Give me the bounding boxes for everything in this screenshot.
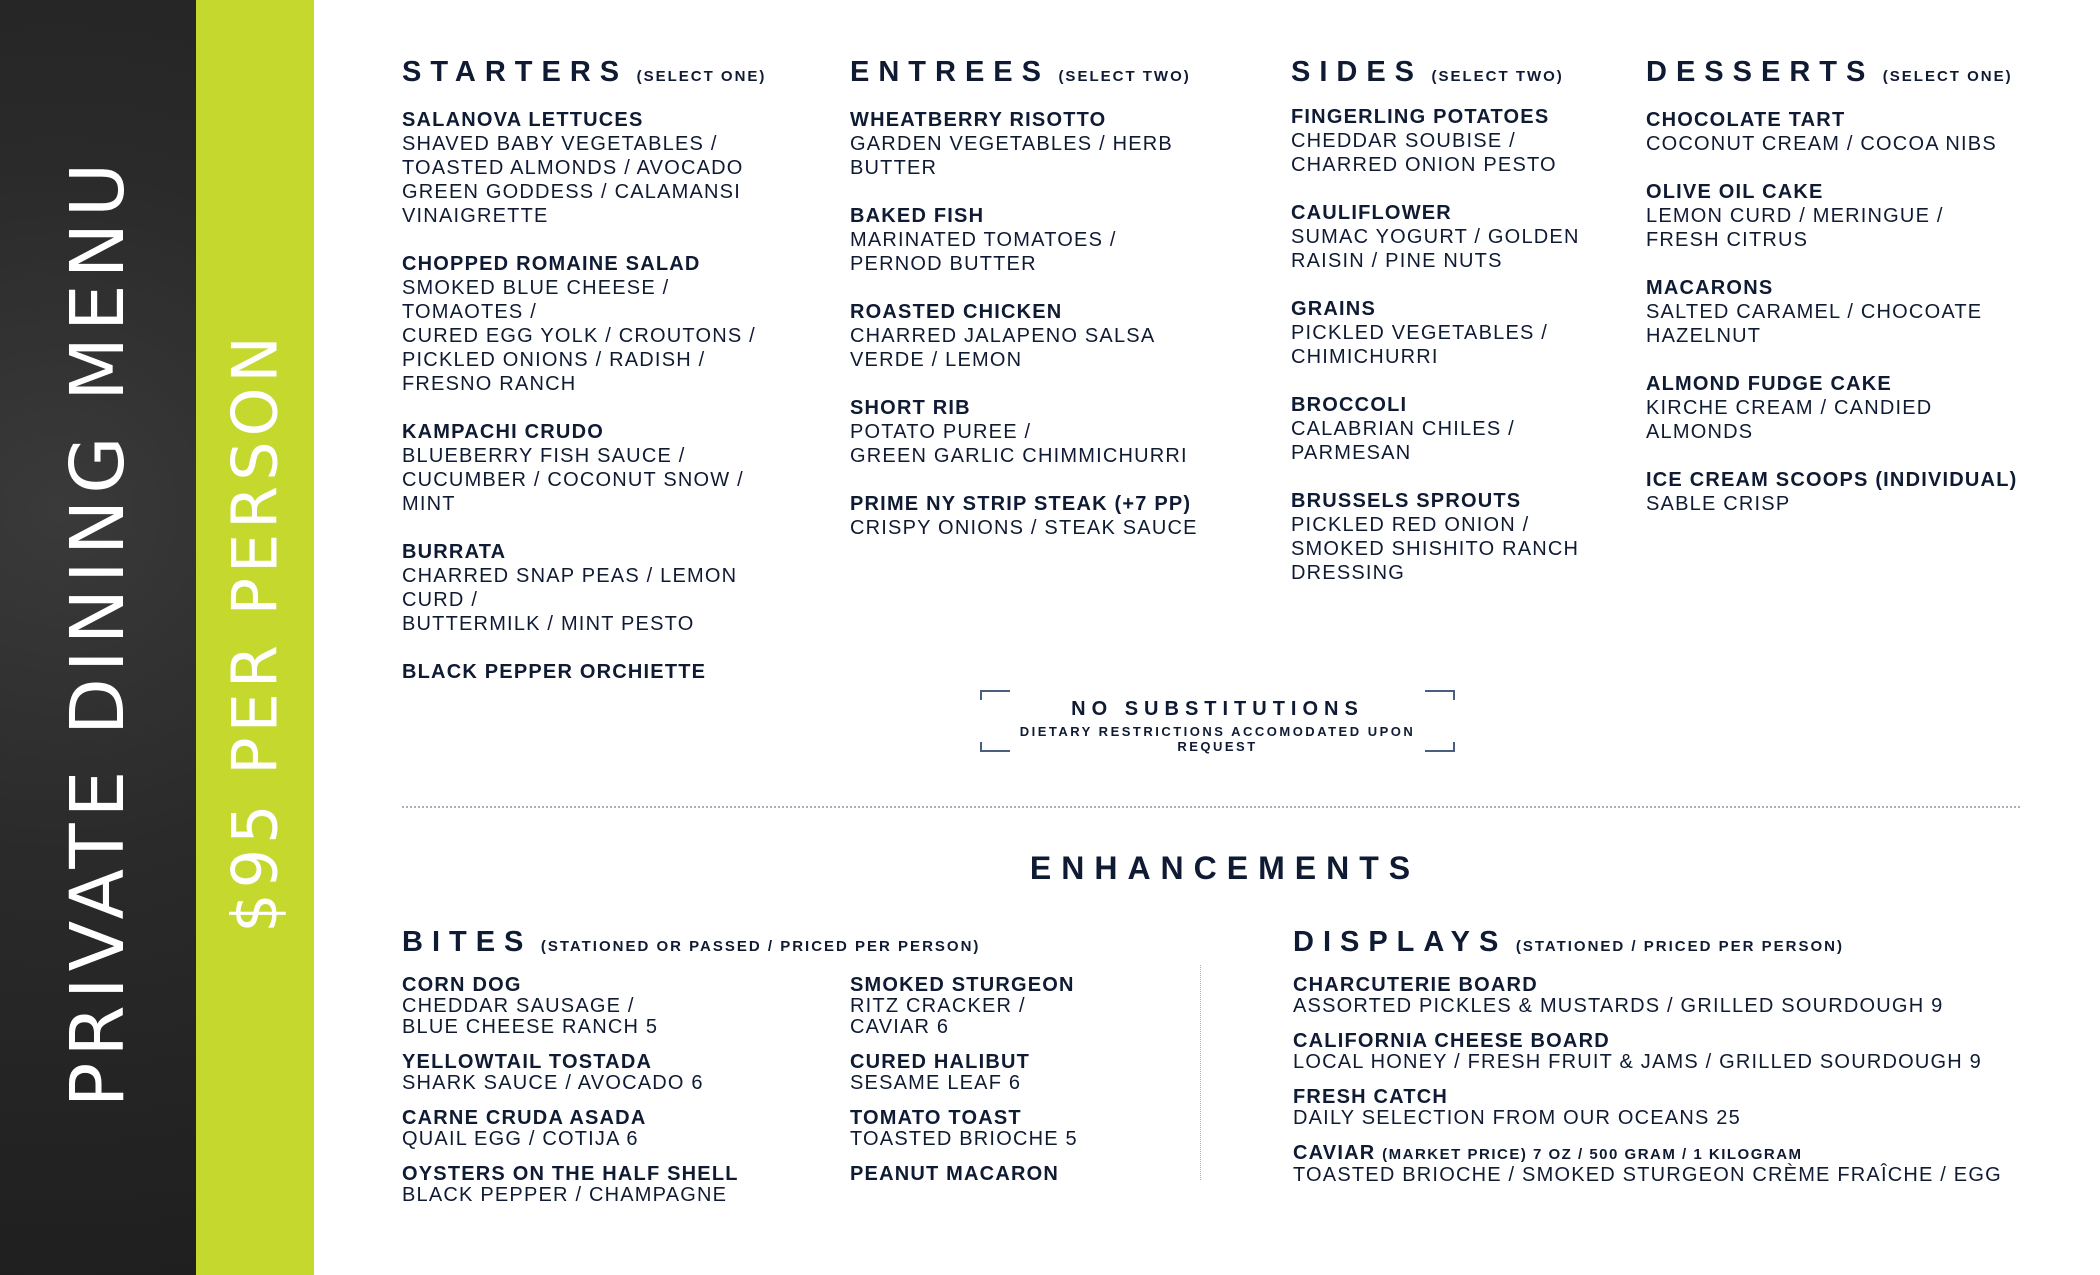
starters-list — [402, 108, 802, 708]
menu-item-name: CHOCOLATE TART — [1646, 109, 1846, 131]
menu-title: PRIVATE DINING MENU — [55, 156, 141, 1108]
notice-main: NO SUBSTITUTIONS — [1071, 698, 1364, 720]
sides-title: SIDES — [1291, 56, 1424, 88]
menu-item — [850, 1052, 1180, 1094]
menu-item — [1291, 489, 1631, 585]
menu-item — [402, 1164, 822, 1206]
menu-item-name: GRAINS — [1291, 298, 1376, 320]
menu-item — [1293, 975, 2033, 1017]
menu-item — [1291, 393, 1631, 465]
bracket-corner — [980, 742, 1010, 752]
bites-list-left — [402, 975, 822, 1220]
enhancements-title: ENHANCEMENTS — [1029, 850, 1421, 886]
bites-note: (STATIONED OR PASSED / PRICED PER PERSON) — [540, 938, 981, 955]
displays-list — [1293, 975, 2033, 1200]
menu-item — [402, 975, 822, 1038]
menu-item-desc: COCONUT CREAM / COCOA NIBS — [1646, 133, 1997, 155]
menu-item — [1293, 1143, 2033, 1186]
menu-item — [402, 108, 802, 228]
menu-item-desc: KIRCHE CREAM / CANDIED ALMONDS — [1646, 397, 1933, 443]
menu-item — [402, 660, 802, 684]
menu-item — [1293, 1031, 2033, 1073]
menu-item-desc: CHEDDAR SOUBISE / CHARRED ONION PESTO — [1291, 130, 1557, 176]
menu-item-name: OLIVE OIL CAKE — [1646, 181, 1824, 203]
no-substitutions-notice — [980, 690, 1455, 752]
enhancements-divider — [1200, 965, 1201, 1180]
menu-item — [1646, 108, 2066, 156]
menu-item-desc: POTATO PUREE / GREEN GARLIC CHIMMICHURRI — [850, 421, 1188, 467]
displays-heading — [1293, 926, 1844, 959]
menu-item-name: YELLOWTAIL TOSTADA — [402, 1051, 653, 1073]
menu-item-name: BLACK PEPPER ORCHIETTE — [402, 661, 707, 683]
sides-list — [1291, 105, 1631, 609]
menu-item-desc: CHARRED SNAP PEAS / LEMON CURD / BUTTERMILK / MINT PESTO — [402, 565, 738, 635]
menu-item-name: CAVIAR — [1293, 1142, 1376, 1164]
section-divider — [402, 806, 2020, 808]
menu-item-name: PEANUT MACARON — [850, 1163, 1060, 1185]
bites-title: BITES — [402, 926, 533, 958]
menu-item-name: BRUSSELS SPROUTS — [1291, 490, 1522, 512]
menu-item — [850, 1164, 1180, 1185]
menu-item-desc: SALTED CARAMEL / CHOCOATE HAZELNUT — [1646, 301, 1983, 347]
menu-item-desc: CALABRIAN CHILES / PARMESAN — [1291, 418, 1515, 464]
menu-item-name: SMOKED STURGEON — [850, 974, 1075, 996]
menu-item-name: SHORT RIB — [850, 397, 971, 419]
menu-item — [850, 204, 1270, 276]
menu-item-name: FINGERLING POTATOES — [1291, 106, 1550, 128]
menu-item — [1291, 201, 1631, 273]
menu-item-desc: GARDEN VEGETABLES / HERB BUTTER — [850, 133, 1173, 179]
menu-item-desc: PICKLED VEGETABLES / CHIMICHURRI — [1291, 322, 1549, 368]
menu-item-name: KAMPACHI CRUDO — [402, 421, 604, 443]
entrees-list — [850, 108, 1270, 564]
menu-item-name: ICE CREAM SCOOPS (INDIVIDUAL) — [1646, 469, 2018, 491]
menu-item-name: BURRATA — [402, 541, 507, 563]
menu-item-desc: LOCAL HONEY / FRESH FRUIT & JAMS / GRILLED SOURDOUGH 9 — [1293, 1051, 1982, 1073]
menu-item-desc: MARINATED TOMATOES / PERNOD BUTTER — [850, 229, 1117, 275]
menu-item-desc: QUAIL EGG / COTIJA 6 — [402, 1128, 639, 1150]
menu-item — [1291, 105, 1631, 177]
entrees-heading — [850, 56, 1191, 89]
menu-item-price-note: (MARKET PRICE) 7 OZ / 500 GRAM / 1 KILOGRAM — [1382, 1146, 1803, 1163]
menu-item — [402, 1052, 822, 1094]
menu-item — [402, 540, 802, 636]
menu-item-desc: CHEDDAR SAUSAGE / BLUE CHEESE RANCH 5 — [402, 995, 659, 1038]
menu-item — [850, 492, 1270, 540]
notice-sub: DIETARY RESTRICTIONS ACCOMODATED UPON REQUEST — [1019, 724, 1416, 754]
desserts-title: DESSERTS — [1646, 56, 1875, 88]
menu-item — [402, 420, 802, 516]
menu-item-desc: SHAVED BABY VEGETABLES / TOASTED ALMONDS / AVOCADO GREEN GODDESS / CALAMANSI VINAIGRETTE — [402, 133, 744, 227]
displays-title: DISPLAYS — [1293, 926, 1508, 958]
menu-item — [1646, 372, 2066, 444]
bracket-corner — [980, 690, 1010, 700]
menu-item-name: CARNE CRUDA ASADA — [402, 1107, 647, 1129]
menu-item-desc: RITZ CRACKER / CAVIAR 6 — [850, 995, 1026, 1038]
bites-list-right — [850, 975, 1180, 1199]
menu-item-name: CALIFORNIA CHEESE BOARD — [1293, 1030, 1610, 1052]
menu-item-desc: SESAME LEAF 6 — [850, 1072, 1022, 1094]
menu-item-name: WHEATBERRY RISOTTO — [850, 109, 1107, 131]
menu-item-name: ALMOND FUDGE CAKE — [1646, 373, 1892, 395]
menu-item-name: OYSTERS ON THE HALF SHELL — [402, 1163, 739, 1185]
menu-item-desc: CHARRED JALAPENO SALSA VERDE / LEMON — [850, 325, 1156, 371]
starters-note: (SELECT ONE) — [636, 68, 767, 85]
menu-item-desc: SHARK SAUCE / AVOCADO 6 — [402, 1072, 704, 1094]
menu-item — [402, 252, 802, 396]
menu-item-name: BAKED FISH — [850, 205, 985, 227]
menu-item-name: FRESH CATCH — [1293, 1086, 1449, 1108]
menu-item-name: CHOPPED ROMAINE SALAD — [402, 253, 701, 275]
menu-item-desc: TOASTED BRIOCHE / SMOKED STURGEON CRÈME FRAÎCHE / EGG — [1293, 1164, 2002, 1186]
menu-item-desc: SABLE CRISP — [1646, 493, 1791, 515]
menu-item-desc: PICKLED RED ONION / SMOKED SHISHITO RANCH DRESSING — [1291, 514, 1580, 584]
menu-item — [402, 1108, 822, 1150]
desserts-heading — [1646, 56, 2013, 89]
bracket-corner — [1425, 690, 1455, 700]
price-per-person: $95 PER PERSON — [218, 331, 292, 933]
menu-item-name: CORN DOG — [402, 974, 522, 996]
menu-item-name: MACARONS — [1646, 277, 1774, 299]
menu-item-name: CURED HALIBUT — [850, 1051, 1031, 1073]
starters-heading — [402, 56, 766, 89]
menu-item-desc: BLACK PEPPER / CHAMPAGNE — [402, 1184, 728, 1206]
menu-item-desc: BLUEBERRY FISH SAUCE / CUCUMBER / COCONUT SNOW / MINT — [402, 445, 744, 515]
menu-item-name: SALANOVA LETTUCES — [402, 109, 644, 131]
bracket-corner — [1425, 742, 1455, 752]
desserts-note: (SELECT ONE) — [1882, 68, 2013, 85]
sides-note: (SELECT TWO) — [1431, 68, 1564, 85]
menu-item — [1293, 1087, 2033, 1129]
displays-note: (STATIONED / PRICED PER PERSON) — [1515, 938, 1844, 955]
menu-item-desc: DAILY SELECTION FROM OUR OCEANS 25 — [1293, 1107, 1741, 1129]
menu-item-desc: SMOKED BLUE CHEESE / TOMAOTES / CURED EGG YOLK / CROUTONS / PICKLED ONIONS / RADISH / FRESNO RANCH — [402, 277, 756, 395]
menu-item-name: ROASTED CHICKEN — [850, 301, 1063, 323]
menu-item — [1646, 180, 2066, 252]
menu-item — [1646, 468, 2066, 516]
menu-item — [850, 1108, 1180, 1150]
menu-item-name: TOMATO TOAST — [850, 1107, 1022, 1129]
sides-heading — [1291, 56, 1564, 89]
menu-item-desc: ASSORTED PICKLES & MUSTARDS / GRILLED SOURDOUGH 9 — [1293, 995, 1944, 1017]
desserts-list — [1646, 108, 2066, 540]
menu-item — [850, 300, 1270, 372]
menu-item-desc: TOASTED BRIOCHE 5 — [850, 1128, 1078, 1150]
menu-item — [1291, 297, 1631, 369]
menu-item-name: CHARCUTERIE BOARD — [1293, 974, 1538, 996]
menu-item-name: BROCCOLI — [1291, 394, 1408, 416]
menu-item-desc: SUMAC YOGURT / GOLDEN RAISIN / PINE NUTS — [1291, 226, 1580, 272]
menu-item-desc: LEMON CURD / MERINGUE / FRESH CITRUS — [1646, 205, 1944, 251]
menu-item-desc: CRISPY ONIONS / STEAK SAUCE — [850, 517, 1198, 539]
menu-item — [850, 975, 1180, 1038]
entrees-note: (SELECT TWO) — [1058, 68, 1191, 85]
menu-item-name: CAULIFLOWER — [1291, 202, 1452, 224]
menu-item — [1646, 276, 2066, 348]
entrees-title: ENTREES — [850, 56, 1050, 88]
menu-item — [850, 396, 1270, 468]
menu-item-name: PRIME NY STRIP STEAK (+7 PP) — [850, 493, 1192, 515]
menu-item — [850, 108, 1270, 180]
bites-heading — [402, 926, 980, 959]
starters-title: STARTERS — [402, 56, 629, 88]
